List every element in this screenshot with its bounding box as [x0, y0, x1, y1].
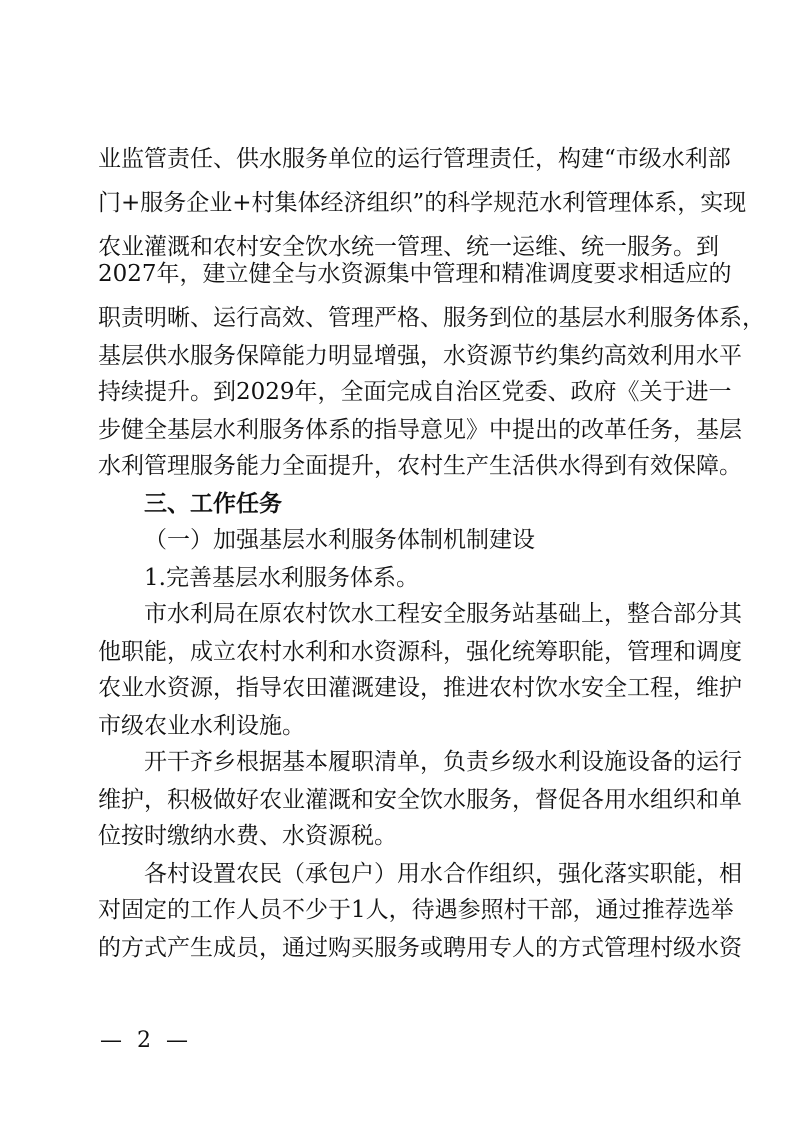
text-line: 的方式产生成员，通过购买服务或聘用专人的方式管理村级水资	[98, 935, 742, 961]
text-line: 对固定的工作人员不少于1人，待遇参照村干部，通过推荐选举	[98, 897, 734, 923]
text-line: 维护，积极做好农业灌溉和安全饮水服务，督促各用水组织和单	[98, 787, 742, 813]
text-line: 2027年，建立健全与水资源集中管理和精准调度要求相适应的	[98, 261, 732, 287]
text-line: 基层供水服务保障能力明显增强，水资源节约集约高效利用水平	[98, 343, 742, 369]
text-line: 步健全基层水利服务体系的指导意见》中提出的改革任务，基层	[98, 417, 742, 443]
text-line: 农业灌溉和农村安全饮水统一管理、统一运维、统一服务。到	[98, 234, 719, 260]
section-heading: 三、工作任务	[144, 491, 282, 517]
text-line: 门+服务企业+村集体经济组织”的科学规范水利管理体系，实现	[98, 190, 747, 216]
text-line: 各村设置农民（承包户）用水合作组织，强化落实职能，相	[144, 861, 742, 887]
text-line: 持续提升。到2029年，全面完成自治区党委、政府《关于进一	[98, 379, 732, 405]
text-line: 位按时缴纳水费、水资源税。	[98, 823, 397, 849]
text-line: 市水利局在原农村饮水工程安全服务站基础上，整合部分其	[144, 601, 742, 627]
text-line: 职责明晰、运行高效、管理严格、服务到位的基层水利服务体系，	[98, 305, 765, 331]
text-line: 市级农业水利设施。	[98, 713, 305, 739]
text-line: 他职能，成立农村水利和水资源科，强化统筹职能，管理和调度	[98, 639, 742, 665]
text-line: 业监管责任、供水服务单位的运行管理责任，构建“市级水利部	[98, 146, 731, 172]
page-number: — 2 —	[100, 1028, 192, 1053]
text-line: 农业水资源，指导农田灌溉建设，推进农村饮水安全工程，维护	[98, 675, 742, 701]
text-line: 开干齐乡根据基本履职清单，负责乡级水利设施设备的运行	[144, 749, 742, 775]
subsection-heading: （一）加强基层水利服务体制机制建设	[144, 527, 535, 553]
item-heading: 1.完善基层水利服务体系。	[144, 565, 419, 591]
text-line: 水利管理服务能力全面提升，农村生产生活供水得到有效保障。	[98, 453, 742, 479]
